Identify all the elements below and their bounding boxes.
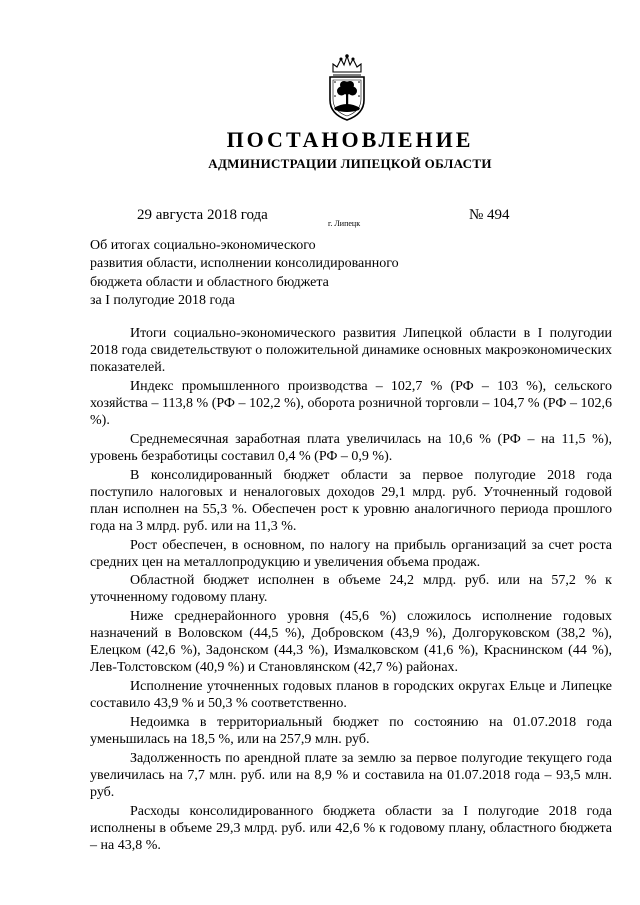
body-paragraph: Недоимка в территориальный бюджет по состоянию на 01.07.2018 года уменьшилась на 18,5 %, или на 257,9 млн. руб. bbox=[90, 715, 612, 748]
subject-line: бюджета области и областного бюджета bbox=[90, 274, 329, 290]
body-paragraph: Среднемесячная заработная плата увеличилась на 10,6 % (РФ – на 11,5 %), уровень безработицы составил 0,4 % (РФ – 0,9 %). bbox=[90, 431, 612, 464]
document-title: ПОСТАНОВЛЕНИЕ bbox=[226, 127, 474, 152]
subject-line: Об итогах социально-экономического bbox=[90, 238, 316, 253]
body-paragraph: Задолженность по арендной плате за землю за первое полугодие текущего года увеличилась на 7,7 млн. руб. или на 8,9 % и составила на 01.07.2018 года – 93,5 млн. руб. bbox=[90, 751, 612, 801]
body-paragraph: Ниже среднерайонного уровня (45,6 %) сложилось исполнение годовых назначений в Воловском (44,5 %), Добровском (43,9 %), Долгоруковском (38,2 %), Елецком (42,6 %), Задонском (44,3 %), Измалковском (41,6 %), Краснинском (44 %), Лев-Толстовском (40,9 %) и Становлянском (42,7 %) районах. bbox=[90, 609, 612, 676]
document-city: г. Липецк bbox=[328, 219, 361, 228]
body-paragraph: Расходы консолидированного бюджета области за I полугодие 2018 года исполнены в объеме 29,3 млрд. руб. или 42,6 % к годовому плану, областного бюджета – на 43,8 %. bbox=[90, 803, 612, 853]
body-paragraph: Индекс промышленного производства – 102,7 % (РФ – 103 %), сельского хозяйства – 113,8 % (РФ – 102,2 %), оборота розничной торговли – 104,7 % (РФ – 102,6 %). bbox=[90, 378, 612, 428]
body-paragraph: Областной бюджет исполнен в объеме 24,2 млрд. руб. или на 57,2 % к уточненному годовому плану. bbox=[90, 573, 612, 606]
subject-line: за I полугодие 2018 года bbox=[90, 292, 235, 308]
subject-line: развития области, исполнении консолидированного bbox=[90, 256, 399, 272]
document-date: 29 августа 2018 года bbox=[137, 207, 268, 223]
body-paragraph: Исполнение уточненных годовых планов в городских округах Ельце и Липецке составило 43,9 % и 50,3 % соответственно. bbox=[90, 679, 612, 712]
document-subtitle: АДМИНИСТРАЦИИ ЛИПЕЦКОЙ ОБЛАСТИ bbox=[208, 156, 492, 171]
coat-of-arms-icon bbox=[325, 52, 369, 122]
document-subject bbox=[90, 237, 510, 310]
body-paragraph: Рост обеспечен, в основном, по налогу на прибыль организаций за счет роста средних цен на металлопродукцию и увеличения объема продаж. bbox=[90, 537, 612, 570]
document-body bbox=[90, 325, 612, 856]
document-number: № 494 bbox=[469, 207, 510, 223]
body-paragraph: Итоги социально-экономического развития Липецкой области в I полугодии 2018 года свидетельствуют о положительной динамике основных макроэкономических показателей. bbox=[90, 326, 612, 375]
body-paragraph: В консолидированный бюджет области за первое полугодие 2018 года поступило налоговых и неналоговых доходов 29,1 млрд. руб. Уточненный годовой план исполнен на 55,3 %. Обеспечен рост к уровню аналогичного периода прошлого года на 3 млрд. руб. или на 11,3 %. bbox=[90, 467, 612, 534]
